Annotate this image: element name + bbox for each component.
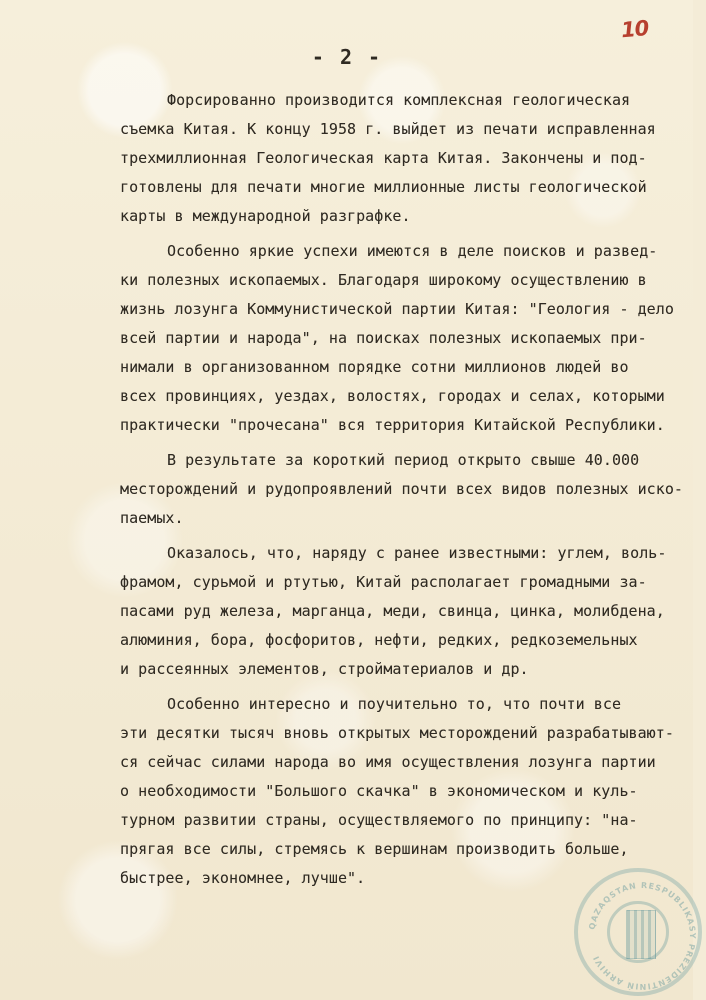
paragraph-line: эти десятки тысяч вновь открытых месторождений разрабатывают- bbox=[120, 724, 674, 742]
paragraph-line: готовлены для печати многие миллионные листы геологической bbox=[120, 178, 647, 196]
paragraph-3 bbox=[120, 446, 684, 533]
paragraph-line: съемка Китая. К концу 1958 г. выйдет из печати исправленная bbox=[120, 120, 656, 138]
paragraph-line: и рассеянных элементов, стройматериалов и др. bbox=[120, 660, 529, 678]
paragraph-line: нимали в организованном порядке сотни миллионов людей во bbox=[120, 358, 629, 376]
paragraph-line: ся сейчас силами народа во имя осуществления лозунга партии bbox=[120, 753, 656, 771]
page-number: - 2 - bbox=[311, 45, 383, 69]
paragraph-line: всех провинциях, уездах, волостях, городах и селах, которыми bbox=[120, 387, 665, 405]
document-body bbox=[120, 86, 684, 893]
paragraph-1 bbox=[120, 86, 668, 231]
paragraph-line: практически "прочесана" вся территория Китайской Республики. bbox=[120, 416, 665, 434]
paragraph-line: пасами руд железа, марганца, меди, свинца, цинка, молибдена, bbox=[120, 602, 665, 620]
paragraph-line: Оказалось, что, наряду с ранее известными: углем, воль- bbox=[167, 544, 667, 562]
paragraph-line: Особенно яркие успехи имеются в деле поисков и развед- bbox=[167, 242, 658, 260]
paragraph-line: ки полезных ископаемых. Благодаря широкому осуществлению в bbox=[120, 271, 647, 289]
archive-stamp-text: QAZAQSTAN RESPUBLIKASY PREZIDENTINIŃ ARHIVI bbox=[587, 880, 698, 992]
archive-stamp bbox=[574, 868, 702, 996]
paragraph-4 bbox=[120, 539, 668, 684]
archive-building-icon bbox=[626, 910, 656, 959]
paragraph-2 bbox=[120, 237, 674, 440]
paragraph-line: жизнь лозунга Коммунистической партии Китая: "Геология - дело bbox=[120, 300, 674, 318]
paragraph-line: паемых. bbox=[120, 509, 184, 527]
paragraph-line: алюминия, бора, фосфоритов, нефти, редких, редкоземельных bbox=[120, 631, 638, 649]
paragraph-line: фрамом, сурьмой и ртутью, Китай располагает громадными за- bbox=[120, 573, 647, 591]
paragraph-line: трехмиллионная Геологическая карта Китая. Закончены и под- bbox=[120, 149, 647, 167]
paragraph-line: о необходимости "Большого скачка" в экономическом и куль- bbox=[120, 782, 638, 800]
paragraph-5 bbox=[120, 690, 674, 893]
paragraph-line: Особенно интересно и поучительно то, что почти все bbox=[167, 695, 622, 713]
paragraph-line: прягая все силы, стремясь к вершинам производить больше, bbox=[120, 840, 629, 858]
paragraph-line: всей партии и народа", на поисках полезных ископаемых при- bbox=[120, 329, 647, 347]
paragraph-line: турном развитии страны, осуществляемого по принципу: "на- bbox=[120, 811, 638, 829]
paragraph-line: В результате за короткий период открыто свыше 40.000 bbox=[167, 451, 640, 469]
paragraph-line: карты в международной разграфке. bbox=[120, 207, 411, 225]
archive-page-number: 10 bbox=[620, 16, 650, 43]
paragraph-line: Форсированно производится комплексная геологическая bbox=[167, 91, 631, 109]
paragraph-line: месторождений и рудопроявлений почти всех видов полезных иско- bbox=[120, 480, 684, 498]
paragraph-line: быстрее, экономнее, лучше". bbox=[120, 869, 366, 887]
